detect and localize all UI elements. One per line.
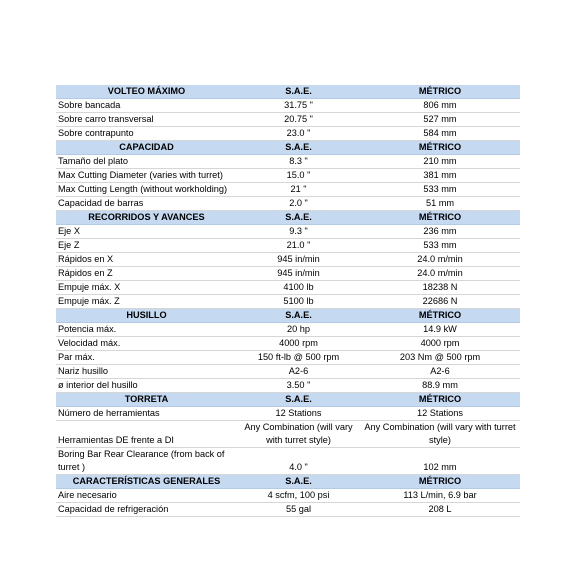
specifications-table: [56, 85, 520, 517]
row-value-metric: 4000 rpm: [360, 337, 520, 351]
row-label: Rápidos en X: [56, 253, 237, 267]
section-header: [56, 85, 520, 99]
table-row: [56, 323, 520, 337]
row-value-sae: 31.75 ": [237, 99, 360, 113]
table-row: [56, 253, 520, 267]
section-header: [56, 309, 520, 323]
table-row: [56, 337, 520, 351]
row-label: Sobre carro transversal: [56, 113, 237, 127]
row-label: Rápidos en Z: [56, 267, 237, 281]
column-header-metric: MÉTRICO: [360, 475, 520, 489]
section-header: [56, 475, 520, 489]
row-label: Herramientas DE frente a DI: [56, 421, 237, 448]
row-value-sae: 20 hp: [237, 323, 360, 337]
row-value-sae: 150 ft-lb @ 500 rpm: [237, 351, 360, 365]
row-label: Número de herramientas: [56, 407, 237, 421]
table-row: [56, 365, 520, 379]
row-value-sae: 20.75 ": [237, 113, 360, 127]
row-value-sae: 23.0 ": [237, 127, 360, 141]
section-title: HUSILLO: [56, 309, 237, 323]
row-label: Eje X: [56, 225, 237, 239]
row-label: Max Cutting Length (without workholding): [56, 183, 237, 197]
section-header: [56, 141, 520, 155]
row-value-sae: Any Combination (will vary with turret style): [237, 421, 360, 448]
row-label: Par máx.: [56, 351, 237, 365]
column-header-metric: MÉTRICO: [360, 211, 520, 225]
table-row: [56, 407, 520, 421]
row-label: Sobre contrapunto: [56, 127, 237, 141]
row-value-sae: 21 ": [237, 183, 360, 197]
row-value-metric: Any Combination (will vary with turret style): [360, 421, 520, 448]
row-label: Empuje máx. X: [56, 281, 237, 295]
row-value-metric: 24.0 m/min: [360, 253, 520, 267]
row-value-sae: 4100 lb: [237, 281, 360, 295]
row-value-metric: 18238 N: [360, 281, 520, 295]
section-header: [56, 211, 520, 225]
row-value-metric: 12 Stations: [360, 407, 520, 421]
row-label: Sobre bancada: [56, 99, 237, 113]
row-value-sae: 945 in/min: [237, 253, 360, 267]
row-value-sae: 15.0 ": [237, 169, 360, 183]
table-row: [56, 503, 520, 517]
column-header-sae: S.A.E.: [237, 475, 360, 489]
row-label: Capacidad de refrigeración: [56, 503, 237, 517]
column-header-sae: S.A.E.: [237, 85, 360, 99]
column-header-metric: MÉTRICO: [360, 309, 520, 323]
row-value-metric: 102 mm: [360, 448, 520, 475]
row-label: Tamaño del plato: [56, 155, 237, 169]
row-value-metric: 88.9 mm: [360, 379, 520, 393]
column-header-metric: MÉTRICO: [360, 141, 520, 155]
table-row: [56, 421, 520, 448]
row-value-sae: 55 gal: [237, 503, 360, 517]
row-value-metric: 208 L: [360, 503, 520, 517]
row-value-metric: 22686 N: [360, 295, 520, 309]
table-row: [56, 379, 520, 393]
row-value-metric: 51 mm: [360, 197, 520, 211]
row-value-metric: 113 L/min, 6.9 bar: [360, 489, 520, 503]
section-title: RECORRIDOS Y AVANCES: [56, 211, 237, 225]
row-label: Potencia máx.: [56, 323, 237, 337]
table-row: [56, 281, 520, 295]
row-value-metric: A2-6: [360, 365, 520, 379]
column-header-sae: S.A.E.: [237, 309, 360, 323]
table-row: [56, 113, 520, 127]
column-header-sae: S.A.E.: [237, 393, 360, 407]
row-label: Velocidad máx.: [56, 337, 237, 351]
row-value-metric: 527 mm: [360, 113, 520, 127]
row-value-sae: 21.0 ": [237, 239, 360, 253]
row-value-metric: 24.0 m/min: [360, 267, 520, 281]
row-value-sae: 8.3 ": [237, 155, 360, 169]
row-value-metric: 381 mm: [360, 169, 520, 183]
row-value-metric: 210 mm: [360, 155, 520, 169]
column-header-sae: S.A.E.: [237, 141, 360, 155]
table-row: [56, 99, 520, 113]
row-value-sae: A2-6: [237, 365, 360, 379]
row-value-metric: 203 Nm @ 500 rpm: [360, 351, 520, 365]
row-value-metric: 806 mm: [360, 99, 520, 113]
table-row: [56, 225, 520, 239]
table-row: [56, 239, 520, 253]
row-value-sae: 2.0 ": [237, 197, 360, 211]
row-label: Empuje máx. Z: [56, 295, 237, 309]
table-row: [56, 169, 520, 183]
row-value-metric: 533 mm: [360, 239, 520, 253]
row-value-sae: 3.50 ": [237, 379, 360, 393]
section-title: CARACTERÍSTICAS GENERALES: [56, 475, 237, 489]
column-header-metric: MÉTRICO: [360, 85, 520, 99]
table-row: [56, 127, 520, 141]
table-row: [56, 183, 520, 197]
table-row: [56, 155, 520, 169]
row-value-sae: 4000 rpm: [237, 337, 360, 351]
row-value-metric: 236 mm: [360, 225, 520, 239]
column-header-sae: S.A.E.: [237, 211, 360, 225]
row-label: Capacidad de barras: [56, 197, 237, 211]
row-value-metric: 584 mm: [360, 127, 520, 141]
table-row: [56, 267, 520, 281]
section-title: CAPACIDAD: [56, 141, 237, 155]
row-value-metric: 14.9 kW: [360, 323, 520, 337]
row-label: ø interior del husillo: [56, 379, 237, 393]
row-value-sae: 9.3 ": [237, 225, 360, 239]
row-label: Aire necesario: [56, 489, 237, 503]
table-row: [56, 448, 520, 475]
row-label: Eje Z: [56, 239, 237, 253]
section-header: [56, 393, 520, 407]
section-title: VOLTEO MÁXIMO: [56, 85, 237, 99]
table-row: [56, 295, 520, 309]
row-value-sae: 945 in/min: [237, 267, 360, 281]
row-label: Nariz husillo: [56, 365, 237, 379]
row-label: Boring Bar Rear Clearance (from back of turret ): [56, 448, 237, 475]
row-value-sae: 4.0 ": [237, 448, 360, 475]
section-title: TORRETA: [56, 393, 237, 407]
specifications-table-body: [56, 85, 520, 517]
column-header-metric: MÉTRICO: [360, 393, 520, 407]
row-value-sae: 12 Stations: [237, 407, 360, 421]
table-row: [56, 351, 520, 365]
table-row: [56, 489, 520, 503]
row-value-sae: 5100 lb: [237, 295, 360, 309]
row-value-metric: 533 mm: [360, 183, 520, 197]
row-value-sae: 4 scfm, 100 psi: [237, 489, 360, 503]
table-row: [56, 197, 520, 211]
row-label: Max Cutting Diameter (varies with turret): [56, 169, 237, 183]
